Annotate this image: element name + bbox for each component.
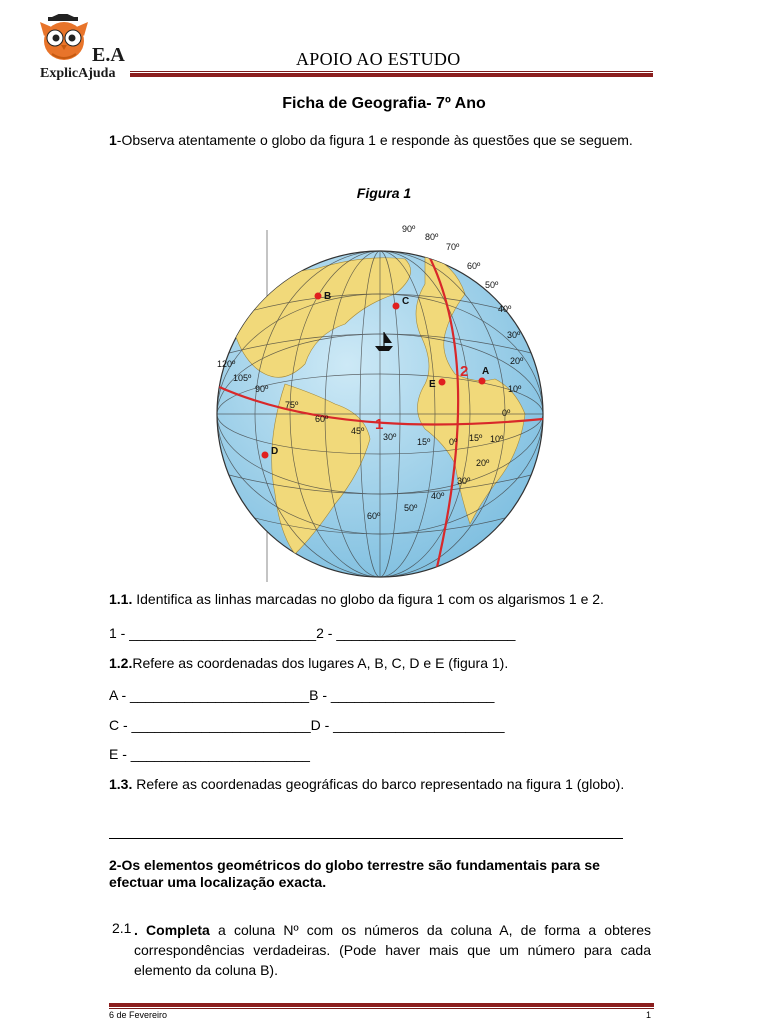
lat-label: 10º bbox=[490, 434, 504, 444]
header-rule-thick bbox=[130, 73, 653, 77]
globe-image bbox=[195, 214, 625, 584]
lon-label: 45º bbox=[351, 426, 365, 436]
header-title: APOIO AO ESTUDO bbox=[296, 49, 461, 69]
lat-label: 30º bbox=[507, 330, 521, 340]
header-rule bbox=[130, 71, 653, 72]
page-number: 1 bbox=[646, 1010, 652, 1020]
place-marker-e bbox=[439, 379, 446, 386]
footer-rule bbox=[109, 1008, 654, 1009]
question-2-1 bbox=[134, 920, 651, 980]
page-title: Ficha de Geografia- 7º Ano bbox=[282, 95, 486, 112]
question-2-1-bold: . Completa bbox=[134, 922, 210, 938]
lon-label: 75º bbox=[285, 400, 299, 410]
footer-date: 6 de Fevereiro bbox=[109, 1010, 168, 1020]
answer-blank-1-2[interactable]: 1 - ________________________2 - _______________________ bbox=[109, 625, 516, 641]
question-2: 2-Os elementos geométricos do globo terrestre são fundamentais para se efectuar uma localização exacta. bbox=[109, 857, 600, 890]
lat-label: 70º bbox=[446, 242, 460, 252]
lat-label: 50º bbox=[485, 280, 499, 290]
lat-label: 0º bbox=[502, 408, 511, 418]
lat-label: 60º bbox=[367, 511, 381, 521]
question-1-text: -Observa atentamente o globo da figura 1 e responde às questões que se seguem. bbox=[116, 132, 633, 148]
lat-label: 80º bbox=[425, 232, 439, 242]
place-label-b: B bbox=[324, 291, 332, 302]
lat-label: 50º bbox=[404, 503, 418, 513]
lon-label: 0º bbox=[449, 437, 458, 447]
answer-line-1-3[interactable] bbox=[109, 838, 623, 839]
logo-brand: ExplicAjuda bbox=[40, 66, 116, 81]
footer-rule-thick bbox=[109, 1003, 654, 1007]
question-1-2-number: 1.2. bbox=[109, 655, 133, 671]
lat-label: 60º bbox=[467, 261, 481, 271]
question-1-3-number: 1.3. bbox=[109, 776, 133, 792]
line-label-1: 1 bbox=[375, 416, 384, 433]
question-1-2 bbox=[109, 654, 508, 672]
lon-label: 30º bbox=[383, 432, 397, 442]
lat-label: 40º bbox=[498, 304, 512, 314]
question-1-1-number: 1.1. bbox=[109, 591, 133, 607]
line-label-2: 2 bbox=[460, 363, 469, 380]
lat-label: 90º bbox=[402, 224, 416, 234]
question-1-1 bbox=[109, 590, 604, 608]
question-2-1-number: 2.1 bbox=[112, 920, 132, 936]
lon-label: 15º bbox=[469, 433, 483, 443]
place-label-d: D bbox=[271, 446, 279, 457]
question-1-3-text: Refere as coordenadas geográficas do barco representado na figura 1 (globo). bbox=[132, 776, 625, 792]
question-1-3 bbox=[109, 775, 624, 793]
lon-label: 90º bbox=[255, 384, 269, 394]
lat-label: 30º bbox=[457, 476, 471, 486]
lat-label: 20º bbox=[476, 458, 490, 468]
place-marker-d bbox=[262, 452, 269, 459]
place-label-c: C bbox=[402, 296, 410, 307]
place-marker-b bbox=[315, 293, 322, 300]
place-marker-a bbox=[479, 378, 486, 385]
globe-figure bbox=[195, 214, 625, 584]
lat-label: 20º bbox=[510, 356, 524, 366]
lon-label: 60º bbox=[315, 414, 329, 424]
place-marker-c bbox=[393, 303, 400, 310]
lon-label: 120º bbox=[217, 359, 236, 369]
logo-initials: E.A bbox=[92, 44, 125, 66]
lat-label: 10º bbox=[508, 384, 522, 394]
answer-blank-e[interactable]: E - _______________________ bbox=[109, 746, 310, 762]
question-1 bbox=[109, 131, 633, 149]
answer-blank-c-d[interactable]: C - _______________________D - ______________________ bbox=[109, 717, 505, 733]
question-1-2-text: Refere as coordenadas dos lugares A, B, C, D e E (figura 1). bbox=[132, 655, 509, 671]
question-1-1-text: Identifica as linhas marcadas no globo da figura 1 com os algarismos 1 e 2. bbox=[132, 591, 604, 607]
figure-caption: Figura 1 bbox=[356, 185, 412, 201]
answer-blank-a-b[interactable]: A - _______________________B - _____________________ bbox=[109, 687, 495, 703]
question-2-1-text: a coluna Nº com os números da coluna A, de forma a obteres correspondências verdadeiras. (Pode haver mais que um número para cada elemento da coluna B). bbox=[134, 922, 651, 978]
place-label-a: A bbox=[482, 366, 490, 377]
question-1-number: 1 bbox=[109, 132, 117, 148]
lon-label: 105º bbox=[233, 373, 252, 383]
lat-label: 40º bbox=[431, 491, 445, 501]
lon-label: 15º bbox=[417, 437, 431, 447]
place-label-e: E bbox=[429, 379, 436, 390]
